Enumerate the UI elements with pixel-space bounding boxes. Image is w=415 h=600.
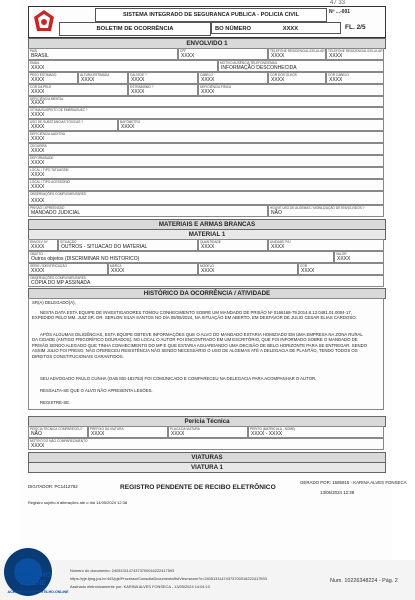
- field-label: COR DOS OLHOS: [270, 73, 297, 77]
- field-prisao: [28, 205, 268, 217]
- field-defic-fisica: [198, 84, 384, 96]
- field-quantidade: [198, 239, 268, 251]
- field-label: COR: [300, 264, 308, 268]
- field-label: PAÍS: [30, 49, 38, 53]
- field-value: XXXX: [329, 77, 343, 83]
- field-label: CPF: [180, 49, 187, 53]
- footer-digitador: DIGITADOR: PC1412782: [28, 484, 78, 489]
- bo-number-value: XXXX: [282, 26, 299, 32]
- field-value: XXXX - XXXX: [251, 431, 283, 437]
- field-label: TELEFONE RESIDENCIAL/CELULAR: [270, 49, 325, 53]
- field-label: ENVOLV. Nº: [30, 240, 48, 244]
- field-label: MODELO: [200, 264, 214, 268]
- field-defic-auditiva: [28, 131, 384, 143]
- field-label: HOUVE USO DE ALGEMAS / MOBILIZAÇÃO DE ENVOLVIDOS ?: [270, 206, 365, 210]
- field-unidade: [268, 239, 384, 251]
- field-modelo: [198, 263, 298, 275]
- field-cor-pele: [28, 84, 128, 96]
- watermark-url: ACESSE: WWW.PORTILHO.ONLINE: [7, 590, 69, 594]
- field-pericia-compareceu: [28, 426, 88, 438]
- field-value: XXXX: [31, 65, 45, 71]
- historico-paragraph-1: NESTA DATA ESTA EQUIPE DE INVESTIGADORES TOMOU CONHECIMENTO SOBRE UM MANDADO DE PRISÃO Nº 0166168-79.2014.8.13.0481.01.0004-17, EXPEDIDO PELO MM. JUIZ SR. DR. SERLON SILVA SANTOS NO DIA 08/05/2024, NA SITUAÇÃO EM ABERTO, EM DESFAVOR DE JULIO CESAR ELIAS CARDOSO.: [32, 310, 357, 321]
- field-label: SÉRIE / IDENTIFICAÇÃO: [30, 264, 67, 268]
- field-objeto: [28, 251, 334, 263]
- field-value: NÃO: [271, 210, 282, 216]
- field-value: XXXX: [31, 148, 45, 154]
- police-badge-icon: [32, 9, 56, 33]
- field-value: XXXX: [31, 100, 45, 106]
- field-cor: [298, 263, 384, 275]
- field-value: XXXX: [201, 268, 215, 274]
- field-value: OUTROS - SITUACAO DO MATERIAL: [61, 244, 148, 250]
- field-value: XXXX: [271, 77, 285, 83]
- field-value: XXXX: [171, 431, 185, 437]
- field-label: PREFIXO DA VIATURA: [90, 427, 124, 431]
- field-value: CÓPIA DO MP ASSINADA: [31, 280, 91, 286]
- bo-label: BOLETIM DE OCORRÊNCIA: [59, 22, 211, 36]
- field-value: XXXX: [31, 136, 45, 142]
- field-marca: [108, 263, 198, 275]
- field-label: CALVÍCIE ?: [130, 73, 147, 77]
- field-defic-mental: [28, 96, 384, 107]
- field-motivo: [218, 60, 384, 72]
- section-material-1: MATERIAL 1: [28, 229, 386, 240]
- watermark-portilho: PORTILHO: [14, 572, 52, 579]
- field-value: XXXX: [81, 77, 95, 83]
- page-value: 2/5: [356, 24, 366, 31]
- field-label: ALTURA ESTIMADA: [80, 73, 110, 77]
- field-label: MOTIVO AUSÊNCIA TELEFONE/EMAIL: [220, 61, 278, 65]
- field-motivo-nao-comparecimento: [28, 438, 384, 450]
- field-value: XXXX: [31, 172, 45, 178]
- field-label: UNIDADE P/U: [270, 240, 291, 244]
- field-label: LOCAL / TIPO TATUAGEM: [30, 168, 69, 172]
- field-prefixo-viatura: [88, 426, 168, 438]
- field-label: COR DA PELE: [30, 85, 52, 89]
- field-value: XXXX: [201, 89, 215, 95]
- field-label: PLACA DA VIATURA: [170, 427, 200, 431]
- field-tel-cel: [326, 48, 384, 60]
- bo-number: [211, 22, 341, 34]
- field-label: OBJETO: [30, 252, 43, 256]
- field-label: DEFICIÊNCIA AUDITIVA: [30, 132, 66, 136]
- field-obs-material: [28, 275, 384, 287]
- field-value: MANDADO JUDICIAL: [31, 210, 81, 216]
- field-value: Outros objetos (DISCRIMINAR NO HISTORICO): [31, 256, 140, 262]
- field-local-tipo: [28, 167, 384, 179]
- doc-number: Nº ...-001: [329, 9, 351, 15]
- field-placa-viatura: [168, 426, 248, 438]
- top-corner-text: 47 33: [330, 0, 346, 6]
- field-value: XXXX: [337, 256, 351, 262]
- field-cegueira: [28, 143, 384, 155]
- field-peso: [28, 72, 78, 84]
- footer-gerado-date: 13/05/2024 12:38: [320, 490, 355, 495]
- section-viaturas: VIATURAS: [28, 452, 386, 463]
- field-value: XXXX: [31, 160, 45, 166]
- field-value: XXXX: [181, 53, 195, 59]
- field-label: DEFICIÊNCIA FÍSICA: [200, 85, 232, 89]
- footer-sujeito: Registro sujeito a alterações até o dia 14/05/2024 12:38: [28, 500, 128, 505]
- field-value: XXXX: [31, 184, 45, 190]
- field-label: ESTRABISMO ?: [130, 85, 154, 89]
- field-value: XXXX: [271, 53, 285, 59]
- field-label: COR CABELO: [328, 73, 349, 77]
- header-box: [28, 6, 386, 38]
- field-label: QUANTIDADE: [200, 240, 221, 244]
- historico-paragraph-2: APÓS ALGUMAS DILIGÊNCIAS, ESTA EQUIPE OBTEVE INFORMAÇÕES QUE O ALVO DO MANDADO ESTARIA HOMIZIADO EM UMA EMPRESA NA ZONA RURAL DA CIDADE (ANTIGO FRIGORÍFICO DOURADOS). NO LOCAL O AUTOR FOI ENCONTRADO EM UM ESCRITÓRIO, QUE FOI INFORMADO SOBRE O MANDADO DE PRISÃO SENDO ALEGADO QUE TINHA CONHECIMENTO DO MP E QUE ESTARIA AGUARDANDO UMA DECISÃO DE BELO HORIZONTE PARA SE ENTREGAR. SENDO ASSIM JULIO FOI PRESO, NÃO OFERECEU RESISTÊNCIA NÃO SENDO NECESSÁRIO O USO DE ALGEMAS ATÉ A DELEGACIA DE PLANTÃO, TENDO TODOS OS DIREITOS CONSTITUCIONAIS GARANTIDOS.: [32, 332, 368, 359]
- historico-paragraph-5: REGISTRE-SE.: [40, 400, 71, 405]
- field-label: VÍTIMA/SUSPEITO DE EMBRIAGUEZ ?: [30, 108, 88, 112]
- field-label: LOCAL / TIPO ACESSÓRIO: [30, 180, 71, 184]
- field-label: PERÍCIA TÉCNICA COMPARECEU?: [30, 427, 83, 431]
- doc-number-line: Número do documento: 24051311474373700016222417593: [70, 568, 175, 573]
- field-value: XXXX: [31, 77, 45, 83]
- field-value: XXXX: [131, 89, 145, 95]
- footer-gerado: GERADO POR: 1585915 - KARINA ALVES FONSECA: [300, 480, 407, 485]
- field-label: PESO ESTIMADO: [30, 73, 57, 77]
- field-value: BRASIL: [31, 53, 49, 59]
- field-situacao: [58, 239, 198, 251]
- field-envolv-num: [28, 239, 58, 251]
- system-title: SISTEMA INTEGRADO DE SEGURANCA PUBLICA - POLICIA CIVIL: [95, 8, 327, 22]
- field-label: OBSERVAÇÕES COMPLEMENTARES: [30, 276, 86, 280]
- field-label: OBSERVAÇÕES COMPLEMENTARES: [30, 192, 86, 196]
- field-label: MARCA: [110, 264, 122, 268]
- page-number: Num. 10226348224 - Pág. 2: [330, 578, 398, 584]
- field-label: PERITO (MATRÍCULA - NOME): [250, 427, 296, 431]
- field-perito: [248, 426, 384, 438]
- field-value: XXXX: [201, 244, 215, 250]
- field-estrabismo: [128, 84, 198, 96]
- field-altura: [78, 72, 128, 84]
- footer-title: REGISTRO PENDENTE DE RECIBO ELETRÔNICO: [120, 484, 276, 491]
- field-value: XXXX: [121, 124, 135, 130]
- field-label: PRISÃO / APREENSÃO: [30, 206, 65, 210]
- field-label: CABELO: [200, 73, 213, 77]
- doc-url-line: https://pje.tjmg.jus.br:443/pje/Processo/ConsultaDocumento/listView.seam?x=24051311474373700016222417593: [70, 576, 267, 581]
- field-label: USO DE SUBSTÂNCIAS TÓXICAS ?: [30, 120, 84, 124]
- field-serie: [28, 263, 108, 275]
- field-value: XXXX: [31, 244, 45, 250]
- field-cpf: [178, 48, 268, 60]
- field-value: XXXX: [301, 268, 315, 274]
- field-label: SITUAÇÃO: [60, 240, 77, 244]
- field-value: XXXX: [31, 443, 45, 449]
- section-viatura-1: VIATURA 1: [28, 462, 386, 473]
- field-value: XXXX: [201, 77, 215, 83]
- historico-paragraph-4: RESSALTA-SE QUE O ALVO NÃO APRESENTA LESÕES.: [40, 388, 153, 393]
- field-value: INFORMAÇÃO DESCONHECIDA: [221, 65, 297, 71]
- field-label: EMAIL: [30, 61, 40, 65]
- field-label: BAFÔMETRO: [120, 120, 141, 124]
- field-local-tipo-acessorio: [28, 179, 384, 191]
- field-houve-uso-algemas: [268, 205, 384, 217]
- historico-greeting: SR(A) DELEGADO(A),: [32, 300, 76, 305]
- signature-line: Assinado eletronicamente por: KARINA ALVES FONSECA - 13/05/2024 14:04:10: [70, 584, 210, 589]
- field-observacoes: [28, 191, 384, 205]
- field-value: XXXX: [111, 268, 125, 274]
- field-value: XXXX: [31, 268, 45, 274]
- section-historico: HISTÓRICO DA OCORRÊNCIA / ATIVIDADE: [28, 288, 386, 299]
- field-cor-olhos: [268, 72, 326, 84]
- field-value: NÃO: [31, 431, 42, 437]
- page-indicator: [345, 22, 383, 34]
- section-materiais: MATERIAIS E ARMAS BRANCAS: [28, 219, 386, 230]
- section-pericia: Perícia Técnica: [28, 416, 386, 427]
- field-value: XXXX: [271, 244, 285, 250]
- field-calvicie: [128, 72, 198, 84]
- field-uso-substancias: [28, 119, 118, 131]
- field-tel-res: [268, 48, 326, 60]
- field-value: XXXX: [31, 124, 45, 130]
- field-value: XXXX: [91, 431, 105, 437]
- field-label: DEFORMIDADE: [30, 156, 54, 160]
- field-cabelo: [198, 72, 268, 84]
- field-email: [28, 60, 218, 72]
- watermark-online: ONLINE: [19, 580, 47, 587]
- historico-paragraph-3: SEU ADVOGADO PAULO CUNHA (OAB MG-182753) FOI COMUNICADO E COMPARECEU NA DELEGACIA PARA ACOMPANHAR O AUTOR.: [40, 376, 317, 381]
- page-label: FL.: [345, 24, 355, 31]
- section-envolvido: ENVOLVIDO 1: [28, 38, 386, 49]
- field-label: MOTIVO DO NÃO COMPARECIMENTO: [30, 439, 88, 443]
- field-value: XXXX: [329, 53, 343, 59]
- field-value: XXXX: [31, 89, 45, 95]
- field-label: CEGUEIRA: [30, 144, 47, 148]
- field-label: DEFICIÊNCIA MENTAL: [30, 97, 64, 101]
- field-value: XXXX: [31, 198, 45, 204]
- field-deformidade: [28, 155, 384, 167]
- document-page: [20, 0, 407, 560]
- field-label: TELEFONE RESIDENCIAL/CELULAR: [328, 49, 383, 53]
- field-cor-cabelo: [326, 72, 384, 84]
- field-pais: [28, 48, 178, 60]
- field-value: XXXX: [31, 112, 45, 118]
- field-bafometro: [118, 119, 384, 131]
- bo-number-label: BO NÚMERO: [215, 26, 252, 32]
- field-vitima-embriaguez: [28, 107, 384, 119]
- field-valor: [334, 251, 384, 263]
- field-value: XXXX: [131, 77, 145, 83]
- field-label: VALOR: [336, 252, 347, 256]
